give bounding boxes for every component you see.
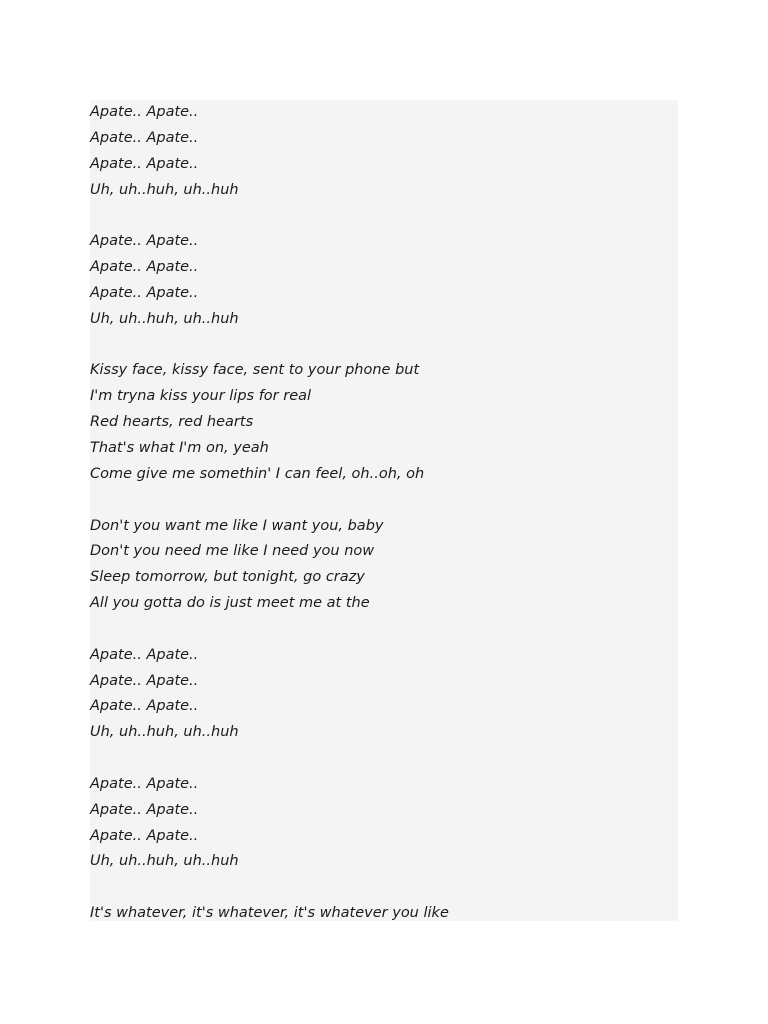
lyric-line: Uh, uh..huh, uh..huh (90, 853, 239, 870)
lyric-line: Apate.. Apate.. (90, 698, 199, 715)
lyric-line: Apate.. Apate.. (90, 155, 199, 172)
lyric-line: Apate.. Apate.. (90, 233, 199, 250)
lyric-line: Uh, uh..huh, uh..huh (90, 724, 239, 741)
lyric-line: Uh, uh..huh, uh..huh (90, 181, 239, 198)
lyric-line: Don't you need me like I need you now (90, 543, 375, 560)
lyric-line: Apate.. Apate.. (90, 259, 199, 276)
lyric-line: Apate.. Apate.. (90, 775, 199, 792)
lyric-line: Apate.. Apate.. (90, 672, 199, 689)
lyric-line: Apate.. Apate.. (90, 104, 199, 120)
lyric-line: It's whatever, it's whatever, it's whatever you like (90, 905, 449, 922)
lyrics-block (90, 100, 678, 921)
lyric-line-blank (90, 617, 678, 643)
lyric-line-blank (90, 746, 678, 772)
lyric-line-blank (90, 203, 678, 229)
lyric-line: Uh, uh..huh, uh..huh (90, 310, 239, 327)
lyric-line: Apate.. Apate.. (90, 284, 199, 301)
lyric-line: All you gotta do is just meet me at the (90, 595, 370, 612)
lyric-line: Don't you want me like I want you, baby (90, 517, 384, 534)
lyric-line: Apate.. Apate.. (90, 646, 199, 663)
lyric-line: Apate.. Apate.. (90, 827, 199, 844)
lyric-line-blank (90, 488, 678, 514)
lyric-line: I'm tryna kiss your lips for real (90, 388, 312, 405)
lyric-line: Sleep tomorrow, but tonight, go crazy (90, 569, 365, 586)
lyric-line-blank (90, 333, 678, 359)
lyric-line: Kissy face, kissy face, sent to your phone but (90, 362, 420, 379)
lyric-line: Apate.. Apate.. (90, 129, 199, 146)
lyric-line: That's what I'm on, yeah (90, 439, 269, 456)
lyric-line: Apate.. Apate.. (90, 801, 199, 818)
lyric-line-blank (90, 875, 678, 901)
lyric-line: Come give me somethin' I can feel, oh..oh, oh (90, 465, 425, 482)
lyric-line: Red hearts, red hearts (90, 414, 254, 431)
lyrics-lines (90, 100, 678, 927)
